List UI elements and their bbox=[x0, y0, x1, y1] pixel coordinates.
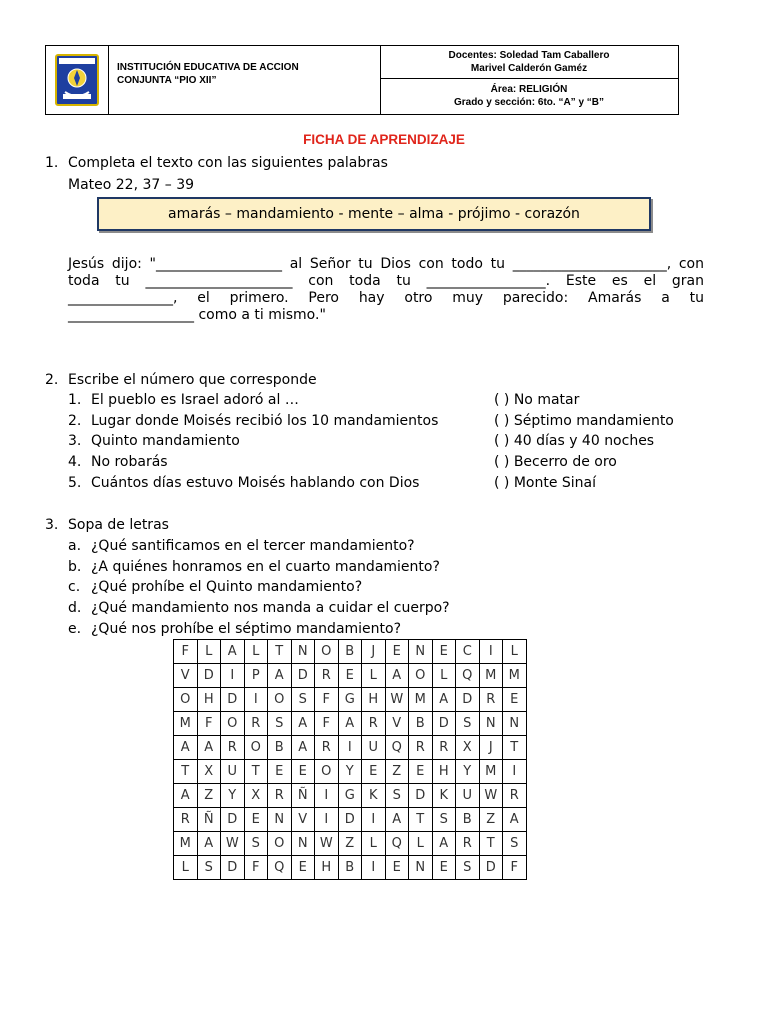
grid-row bbox=[174, 640, 527, 664]
grid-cell[interactable]: E bbox=[385, 640, 409, 664]
grid-cell[interactable]: R bbox=[479, 688, 503, 712]
grid-cell[interactable]: X bbox=[244, 784, 268, 808]
grid-cell[interactable]: D bbox=[221, 856, 245, 880]
grid-cell[interactable]: N bbox=[291, 832, 315, 856]
grid-cell[interactable]: A bbox=[268, 664, 292, 688]
grid-cell[interactable]: R bbox=[315, 736, 339, 760]
grid-cell[interactable]: I bbox=[362, 808, 386, 832]
teachers-line2: Marivel Calderón Gaméz bbox=[470, 63, 588, 74]
grid-cell[interactable]: S bbox=[244, 832, 268, 856]
grid-cell[interactable]: W bbox=[221, 832, 245, 856]
grid-cell[interactable]: O bbox=[268, 832, 292, 856]
grid-cell[interactable]: A bbox=[385, 664, 409, 688]
grid-cell[interactable]: Ñ bbox=[291, 784, 315, 808]
grid-row bbox=[174, 856, 527, 880]
match-left-num: 3. bbox=[68, 433, 82, 449]
grid-cell[interactable]: E bbox=[291, 856, 315, 880]
match-left-num: 1. bbox=[68, 392, 82, 408]
grid-cell[interactable]: S bbox=[268, 712, 292, 736]
section1-number: 1. bbox=[45, 155, 59, 171]
match-right-item[interactable]: ( ) Becerro de oro bbox=[494, 454, 617, 470]
grid-cell[interactable]: S bbox=[291, 688, 315, 712]
section2-number: 2. bbox=[45, 372, 59, 388]
grid-cell[interactable]: O bbox=[221, 712, 245, 736]
grid-cell[interactable]: R bbox=[409, 736, 433, 760]
grid-row bbox=[174, 712, 527, 736]
grid-cell[interactable]: H bbox=[362, 688, 386, 712]
grid-row bbox=[174, 808, 527, 832]
grid-cell[interactable]: Q bbox=[268, 856, 292, 880]
grid-cell[interactable]: L bbox=[362, 664, 386, 688]
grid-cell[interactable]: A bbox=[221, 640, 245, 664]
grid-cell[interactable]: Y bbox=[456, 760, 480, 784]
question-letter: d. bbox=[68, 600, 82, 616]
question-letter: c. bbox=[68, 579, 81, 595]
grid-cell[interactable]: A bbox=[174, 784, 198, 808]
grid-cell[interactable]: V bbox=[385, 712, 409, 736]
grid-cell[interactable]: O bbox=[409, 664, 433, 688]
grid-row bbox=[174, 664, 527, 688]
grid-cell[interactable]: M bbox=[174, 832, 198, 856]
grid-cell[interactable]: Q bbox=[385, 736, 409, 760]
grid-cell[interactable]: G bbox=[338, 688, 362, 712]
grid-cell[interactable]: G bbox=[338, 784, 362, 808]
grid-cell[interactable]: R bbox=[244, 712, 268, 736]
grid-cell[interactable]: S bbox=[503, 832, 527, 856]
grid-cell[interactable]: X bbox=[456, 736, 480, 760]
grid-cell[interactable]: A bbox=[385, 808, 409, 832]
grid-cell[interactable]: Y bbox=[338, 760, 362, 784]
grid-cell[interactable]: D bbox=[479, 856, 503, 880]
grid-cell[interactable]: D bbox=[432, 712, 456, 736]
grid-cell[interactable]: B bbox=[338, 640, 362, 664]
grid-cell[interactable]: T bbox=[174, 760, 198, 784]
header-table bbox=[45, 45, 679, 115]
grid-cell[interactable]: O bbox=[244, 736, 268, 760]
grid-cell[interactable]: W bbox=[315, 832, 339, 856]
grid-cell[interactable]: R bbox=[315, 664, 339, 688]
match-right-item[interactable]: ( ) 40 días y 40 noches bbox=[494, 433, 655, 449]
teachers-cell bbox=[380, 46, 678, 79]
grid-cell[interactable]: U bbox=[221, 760, 245, 784]
grid-row bbox=[174, 736, 527, 760]
grid-cell[interactable]: O bbox=[174, 688, 198, 712]
grid-cell[interactable]: M bbox=[479, 664, 503, 688]
grid-cell[interactable]: I bbox=[315, 784, 339, 808]
teachers-line1: Docentes: Soledad Tam Caballero bbox=[448, 50, 610, 61]
page-title: FICHA DE APRENDIZAJE bbox=[303, 132, 465, 147]
area-grade-cell bbox=[380, 79, 678, 114]
institution-cell bbox=[108, 46, 381, 114]
grid-cell[interactable]: A bbox=[432, 832, 456, 856]
grid-cell[interactable]: E bbox=[362, 760, 386, 784]
grid-cell[interactable]: L bbox=[174, 856, 198, 880]
match-left-text: Lugar donde Moisés recibió los 10 mandamientos bbox=[91, 413, 439, 429]
grid-cell[interactable]: F bbox=[315, 712, 339, 736]
grid-cell[interactable]: A bbox=[197, 736, 221, 760]
grid-cell[interactable]: T bbox=[503, 736, 527, 760]
grid-cell[interactable]: I bbox=[479, 640, 503, 664]
grid-cell[interactable]: J bbox=[479, 736, 503, 760]
paragraph-line: Jesús dijo: "__________________ al Señor tu Dios con todo tu ______________________, con bbox=[68, 256, 704, 272]
grid-cell[interactable]: W bbox=[479, 784, 503, 808]
grid-cell[interactable]: U bbox=[456, 784, 480, 808]
grid-cell[interactable]: L bbox=[244, 640, 268, 664]
grid-cell[interactable]: N bbox=[409, 856, 433, 880]
grid-cell[interactable]: E bbox=[409, 760, 433, 784]
grid-cell[interactable]: D bbox=[409, 784, 433, 808]
grid-cell[interactable]: J bbox=[362, 640, 386, 664]
grid-cell[interactable]: L bbox=[409, 832, 433, 856]
grid-cell[interactable]: Z bbox=[338, 832, 362, 856]
grid-cell[interactable]: S bbox=[385, 784, 409, 808]
grid-cell[interactable]: M bbox=[174, 712, 198, 736]
grid-cell[interactable]: F bbox=[197, 712, 221, 736]
grid-cell[interactable]: N bbox=[291, 640, 315, 664]
match-right-item[interactable]: ( ) Séptimo mandamiento bbox=[494, 413, 674, 429]
grid-cell[interactable]: I bbox=[221, 664, 245, 688]
header-info-cell bbox=[380, 46, 678, 114]
question-text: ¿A quiénes honramos en el cuarto mandamiento? bbox=[91, 559, 440, 575]
grid-cell[interactable]: K bbox=[362, 784, 386, 808]
grid-cell[interactable]: R bbox=[362, 712, 386, 736]
grid-cell[interactable]: Q bbox=[456, 664, 480, 688]
grid-cell[interactable]: A bbox=[197, 832, 221, 856]
grid-cell[interactable]: Q bbox=[385, 832, 409, 856]
grid-cell[interactable]: K bbox=[432, 784, 456, 808]
grid-cell[interactable]: N bbox=[479, 712, 503, 736]
section1-instruction: Completa el texto con las siguientes palabras bbox=[68, 155, 388, 171]
grid-cell[interactable]: M bbox=[503, 664, 527, 688]
grid-row bbox=[174, 760, 527, 784]
grid-cell[interactable]: R bbox=[503, 784, 527, 808]
grid-cell[interactable]: R bbox=[456, 832, 480, 856]
school-logo bbox=[55, 54, 99, 106]
grid-cell[interactable]: A bbox=[338, 712, 362, 736]
word-search-grid bbox=[173, 639, 527, 880]
grid-cell[interactable]: D bbox=[221, 808, 245, 832]
grid-cell[interactable]: L bbox=[362, 832, 386, 856]
grid-cell[interactable]: I bbox=[244, 688, 268, 712]
grid-cell[interactable]: N bbox=[268, 808, 292, 832]
area-label: Área: RELIGIÓN bbox=[490, 84, 568, 95]
grid-cell[interactable]: E bbox=[432, 640, 456, 664]
grid-cell[interactable]: E bbox=[268, 760, 292, 784]
question-letter: b. bbox=[68, 559, 82, 575]
match-left-num: 5. bbox=[68, 475, 82, 491]
match-left-num: 2. bbox=[68, 413, 82, 429]
fill-in-paragraph bbox=[68, 256, 704, 324]
logo-cell bbox=[46, 46, 109, 114]
grid-cell[interactable]: P bbox=[244, 664, 268, 688]
grid-cell[interactable]: A bbox=[291, 736, 315, 760]
grid-cell[interactable]: B bbox=[338, 856, 362, 880]
match-right-item[interactable]: ( ) Monte Sinaí bbox=[494, 475, 597, 491]
grid-cell[interactable]: O bbox=[268, 688, 292, 712]
grid-cell[interactable]: F bbox=[244, 856, 268, 880]
grid-cell[interactable]: H bbox=[315, 856, 339, 880]
grid-cell[interactable]: H bbox=[197, 688, 221, 712]
grid-cell[interactable]: A bbox=[432, 688, 456, 712]
grid-cell[interactable]: I bbox=[503, 760, 527, 784]
paragraph-line: toda tu _____________________ con toda tu _________________. Este es el gran bbox=[68, 273, 704, 289]
grid-cell[interactable]: S bbox=[197, 856, 221, 880]
grid-cell[interactable]: A bbox=[503, 808, 527, 832]
grid-cell[interactable]: W bbox=[385, 688, 409, 712]
grid-row bbox=[174, 688, 527, 712]
grid-cell[interactable]: Ñ bbox=[197, 808, 221, 832]
question-text: ¿Qué nos prohíbe el séptimo mandamiento? bbox=[91, 621, 402, 637]
grid-cell[interactable]: F bbox=[503, 856, 527, 880]
match-left-text: Cuántos días estuvo Moisés hablando con Dios bbox=[91, 475, 420, 491]
word-bank-box: amarás – mandamiento - mente – alma - prójimo - corazón bbox=[97, 197, 651, 231]
grid-cell[interactable]: T bbox=[479, 832, 503, 856]
grid-cell[interactable]: Z bbox=[385, 760, 409, 784]
grid-cell[interactable]: B bbox=[456, 808, 480, 832]
grid-cell[interactable]: T bbox=[268, 640, 292, 664]
grid-cell[interactable]: D bbox=[338, 808, 362, 832]
grid-cell[interactable]: V bbox=[174, 664, 198, 688]
grid-cell[interactable]: I bbox=[315, 808, 339, 832]
grid-cell[interactable]: S bbox=[432, 808, 456, 832]
grid-cell[interactable]: E bbox=[432, 856, 456, 880]
grid-cell[interactable]: E bbox=[291, 760, 315, 784]
grid-cell[interactable]: R bbox=[174, 808, 198, 832]
grid-cell[interactable]: Z bbox=[479, 808, 503, 832]
grid-cell[interactable]: R bbox=[221, 736, 245, 760]
section2-instruction: Escribe el número que corresponde bbox=[68, 372, 317, 388]
grid-cell[interactable]: O bbox=[315, 760, 339, 784]
match-left-text: Quinto mandamiento bbox=[91, 433, 240, 449]
match-left-num: 4. bbox=[68, 454, 82, 470]
grid-cell[interactable]: Y bbox=[221, 784, 245, 808]
grid-cell[interactable]: M bbox=[409, 688, 433, 712]
grid-cell[interactable]: E bbox=[338, 664, 362, 688]
grid-cell[interactable]: L bbox=[503, 640, 527, 664]
grid-cell[interactable]: R bbox=[268, 784, 292, 808]
question-text: ¿Qué prohíbe el Quinto mandamiento? bbox=[91, 579, 363, 595]
grade-label: Grado y sección: 6to. “A” y “B” bbox=[453, 97, 605, 108]
grid-cell[interactable]: C bbox=[456, 640, 480, 664]
section3-instruction: Sopa de letras bbox=[68, 517, 169, 533]
section3-number: 3. bbox=[45, 517, 59, 533]
question-text: ¿Qué mandamiento nos manda a cuidar el cuerpo? bbox=[91, 600, 450, 616]
grid-cell[interactable]: X bbox=[197, 760, 221, 784]
grid-cell[interactable]: E bbox=[244, 808, 268, 832]
grid-cell[interactable]: D bbox=[221, 688, 245, 712]
grid-cell[interactable]: O bbox=[315, 640, 339, 664]
match-right-item[interactable]: ( ) No matar bbox=[494, 392, 580, 408]
grid-cell[interactable]: S bbox=[456, 856, 480, 880]
grid-cell[interactable]: U bbox=[362, 736, 386, 760]
grid-cell[interactable]: A bbox=[174, 736, 198, 760]
grid-cell[interactable]: E bbox=[385, 856, 409, 880]
grid-cell[interactable]: N bbox=[409, 640, 433, 664]
grid-cell[interactable]: N bbox=[503, 712, 527, 736]
grid-cell[interactable]: S bbox=[456, 712, 480, 736]
institution-name-line1: INSTITUCIÓN EDUCATIVA DE ACCION bbox=[117, 62, 299, 73]
question-letter: e. bbox=[68, 621, 82, 637]
paragraph-line: __________________ como a ti mismo." bbox=[68, 307, 326, 323]
match-left-text: No robarás bbox=[91, 454, 168, 470]
grid-cell[interactable]: Z bbox=[197, 784, 221, 808]
match-left-text: El pueblo es Israel adoró al … bbox=[91, 392, 299, 408]
grid-cell[interactable]: D bbox=[456, 688, 480, 712]
bible-reference: Mateo 22, 37 – 39 bbox=[68, 177, 195, 193]
grid-cell[interactable]: T bbox=[244, 760, 268, 784]
grid-cell[interactable]: I bbox=[362, 856, 386, 880]
question-text: ¿Qué santificamos en el tercer mandamiento? bbox=[91, 538, 415, 554]
grid-cell[interactable]: R bbox=[432, 736, 456, 760]
grid-cell[interactable]: L bbox=[432, 664, 456, 688]
grid-cell[interactable]: F bbox=[174, 640, 198, 664]
grid-cell[interactable]: B bbox=[409, 712, 433, 736]
grid-cell[interactable]: I bbox=[338, 736, 362, 760]
grid-row bbox=[174, 784, 527, 808]
question-letter: a. bbox=[68, 538, 82, 554]
grid-cell[interactable]: D bbox=[291, 664, 315, 688]
institution-name-line2: CONJUNTA “PIO XII” bbox=[117, 75, 217, 86]
grid-cell[interactable]: M bbox=[479, 760, 503, 784]
grid-cell[interactable]: L bbox=[197, 640, 221, 664]
grid-cell[interactable]: H bbox=[432, 760, 456, 784]
grid-cell[interactable]: F bbox=[315, 688, 339, 712]
grid-cell[interactable]: D bbox=[197, 664, 221, 688]
grid-cell[interactable]: E bbox=[503, 688, 527, 712]
grid-cell[interactable]: T bbox=[409, 808, 433, 832]
paragraph-line: _______________, el primero. Pero hay otro muy parecido: Amarás a tu bbox=[68, 290, 704, 306]
school-crest-icon bbox=[57, 56, 97, 104]
grid-cell[interactable]: A bbox=[291, 712, 315, 736]
grid-cell[interactable]: V bbox=[291, 808, 315, 832]
grid-row bbox=[174, 832, 527, 856]
grid-cell[interactable]: B bbox=[268, 736, 292, 760]
